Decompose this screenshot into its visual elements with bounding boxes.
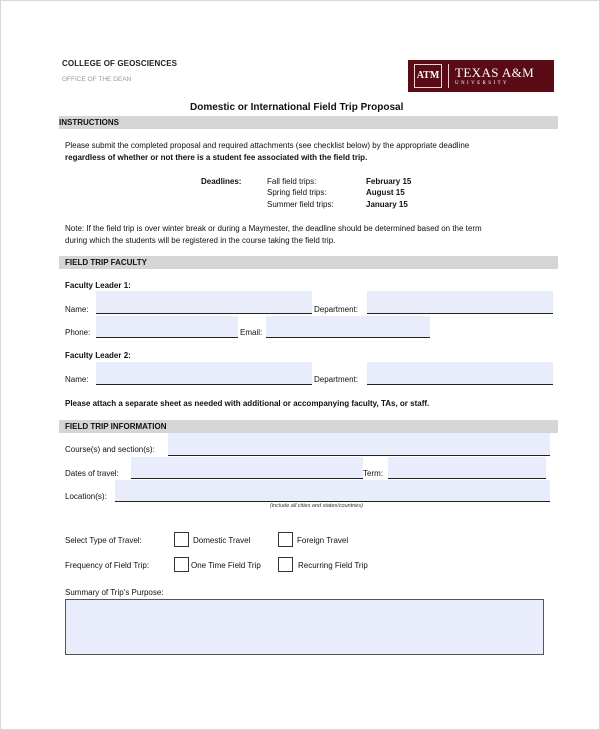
office-name: OFFICE OF THE DEAN — [62, 76, 132, 83]
deadline-fall-label: Fall field trips: — [267, 177, 317, 186]
deadline-spring-label: Spring field trips: — [267, 188, 327, 197]
travel-type-label: Select Type of Travel: — [65, 536, 142, 545]
recurring-label: Recurring Field Trip — [298, 561, 368, 570]
leader2-department-label: Department: — [314, 375, 359, 384]
foreign-travel-label: Foreign Travel — [297, 536, 349, 545]
leader2-department-underline — [367, 384, 553, 385]
leader2-department-field[interactable] — [367, 362, 553, 384]
leader1-phone-underline — [96, 337, 238, 338]
domestic-travel-label: Domestic Travel — [193, 536, 251, 545]
dates-underline — [131, 478, 363, 479]
deadline-summer-date: January 15 — [366, 200, 408, 209]
leader1-department-underline — [367, 313, 553, 314]
leader2-name-field[interactable] — [96, 362, 312, 384]
info-heading: FIELD TRIP INFORMATION — [59, 420, 558, 433]
atm-logo-mark-icon: ATM — [414, 64, 442, 88]
leader1-department-label: Department: — [314, 305, 359, 314]
deadline-spring-date: August 15 — [366, 188, 405, 197]
form-title: Domestic or International Field Trip Proposal — [190, 102, 404, 113]
location-label: Location(s): — [65, 492, 107, 501]
leader1-department-field[interactable] — [367, 291, 553, 313]
term-underline — [388, 478, 546, 479]
note-line-1: Note: If the field trip is over winter break or during a Maymester, the deadline should be determined based on the term — [65, 224, 482, 233]
summary-label: Summary of Trip’s Purpose: — [65, 588, 164, 597]
term-label: Term: — [363, 469, 383, 478]
leader1-phone-label: Phone: — [65, 328, 91, 337]
courses-field[interactable] — [168, 433, 550, 455]
frequency-label: Frequency of Field Trip: — [65, 561, 150, 570]
deadline-summer-label: Summer field trips: — [267, 200, 334, 209]
logo-divider — [448, 64, 449, 88]
faculty-leader-2-label: Faculty Leader 2: — [65, 351, 131, 360]
logo-subtitle: UNIVERSITY — [455, 80, 509, 86]
attach-note: Please attach a separate sheet as needed with additional or accompanying faculty, TAs, or staff. — [65, 399, 430, 408]
university-logo — [408, 60, 554, 92]
leader1-name-field[interactable] — [96, 291, 312, 313]
courses-label: Course(s) and section(s): — [65, 445, 155, 454]
leader1-name-label: Name: — [65, 305, 89, 314]
instructions-line-2: regardless of whether or not there is a student fee associated with the field trip. — [65, 153, 368, 162]
one-time-checkbox[interactable] — [174, 557, 189, 572]
leader1-phone-field[interactable] — [96, 316, 238, 337]
faculty-leader-1-label: Faculty Leader 1: — [65, 281, 131, 290]
location-underline — [115, 501, 550, 502]
summary-textarea[interactable] — [65, 599, 544, 655]
leader2-name-label: Name: — [65, 375, 89, 384]
courses-underline — [168, 455, 550, 456]
faculty-heading: FIELD TRIP FACULTY — [59, 256, 558, 269]
college-name: COLLEGE OF GEOSCIENCES — [62, 59, 178, 68]
leader1-email-underline — [266, 337, 430, 338]
instructions-heading: INSTRUCTIONS — [59, 116, 558, 129]
domestic-travel-checkbox[interactable] — [174, 532, 189, 547]
note-line-2: during which the students will be registered in the course taking the field trip. — [65, 236, 336, 245]
leader2-name-underline — [96, 384, 312, 385]
deadlines-label: Deadlines: — [201, 177, 242, 186]
recurring-checkbox[interactable] — [278, 557, 293, 572]
leader1-email-label: Email: — [240, 328, 263, 337]
leader1-email-field[interactable] — [266, 316, 430, 337]
dates-label: Dates of travel: — [65, 469, 119, 478]
leader1-name-underline — [96, 313, 312, 314]
location-field[interactable] — [115, 480, 550, 501]
one-time-label: One Time Field Trip — [191, 561, 261, 570]
foreign-travel-checkbox[interactable] — [278, 532, 293, 547]
dates-field[interactable] — [131, 457, 363, 478]
deadline-fall-date: February 15 — [366, 177, 412, 186]
location-hint: (include all cities and states/countries) — [270, 503, 363, 509]
term-field[interactable] — [388, 457, 546, 478]
instructions-line-1: Please submit the completed proposal and required attachments (see checklist below) by the appropriate deadline — [65, 141, 470, 150]
logo-name: TEXAS A&M — [455, 64, 535, 80]
